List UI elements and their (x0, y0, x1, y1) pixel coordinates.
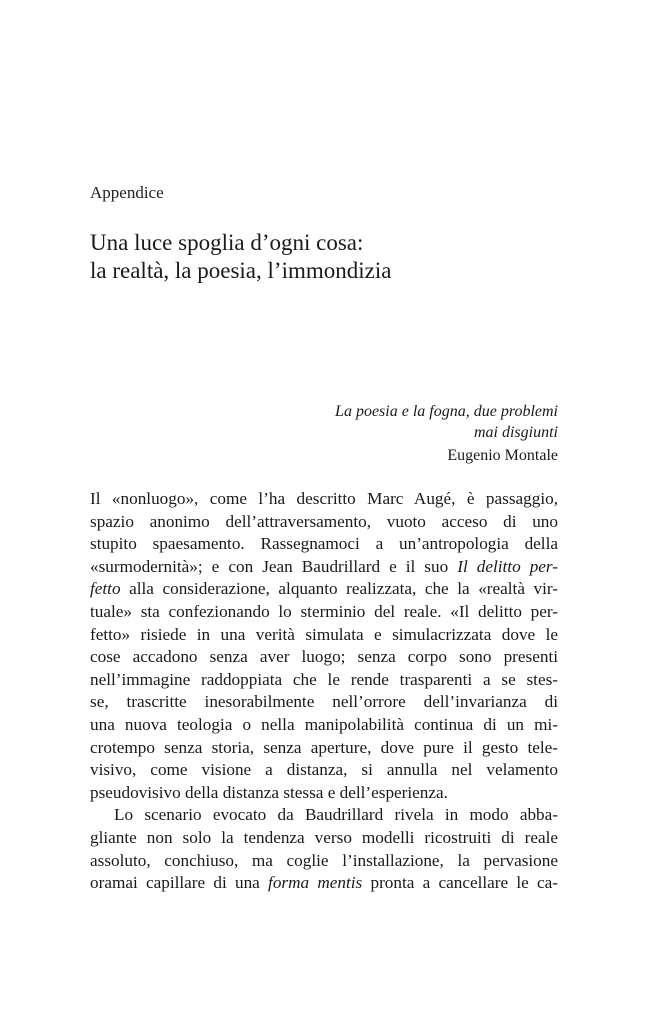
text-line: se, trascritte inesorabilmente nell’orrore dell’invarianza di (90, 692, 558, 712)
text-line: fetto» risiede in una verità simulata e simulacrizzata dove le (90, 624, 558, 644)
text-line (90, 578, 558, 601)
text-line: pseudovisivo della distanza stessa e dell’esperienza. (90, 782, 448, 802)
text-line: nell’immagine raddoppiata che le rende trasparenti a se stes- (90, 669, 558, 689)
text-line: cose accadono senza aver luogo; senza corpo sono presenti (90, 647, 558, 667)
text-line: gliante non solo la tendenza verso modelli ricostruiti di reale (90, 827, 558, 847)
text-line: visivo, come visione a distanza, si annulla nel velamento (90, 760, 558, 780)
chapter-title-line-1: Una luce spoglia d’ogni cosa: (90, 230, 364, 255)
text-run: oramai capillare di una (90, 873, 269, 893)
text-line (90, 872, 558, 895)
section-label: Appendice (90, 183, 164, 202)
text-run: alla considerazione, alquanto realizzata, che la «realtà vir- (120, 579, 558, 599)
text-line (90, 556, 558, 579)
text-line: assoluto, conchiuso, ma coglie l’installazione, la pervasione (90, 850, 558, 870)
text-line: Il «nonluogo», come l’ha descritto Marc Augé, è passaggio, (90, 489, 558, 508)
text-run: pronta a cancellare le ca- (362, 873, 559, 893)
book-title-italic: Il delitto per- (457, 556, 558, 576)
text-line: tuale» sta confezionando lo sterminio del reale. «Il delitto per- (90, 601, 558, 621)
text-line: crotempo senza storia, senza aperture, dove pure il gesto tele- (90, 737, 558, 757)
body-text (90, 488, 558, 895)
epigraph-line-2: mai disgiunti (473, 424, 558, 441)
epigraph-author: Eugenio Montale (447, 447, 558, 464)
chapter-title-line-2: la realtà, la poesia, l’immondizia (90, 258, 392, 283)
latin-phrase-italic: forma mentis (268, 873, 363, 893)
book-title-italic: fetto (90, 579, 121, 599)
text-line: una nuova teologia o nella manipolabilità continua di un mi- (90, 714, 558, 734)
text-line: Lo scenario evocato da Baudrillard rivela in modo abba- (114, 805, 558, 825)
chapter-title (90, 229, 558, 285)
epigraph-line-1: La poesia e la fogna, due problemi (335, 403, 558, 420)
text-line: stupito spaesamento. Rassegnamoci a un’antropologia della (90, 534, 558, 554)
text-line: spazio anonimo dell’attraversamento, vuoto acceso di uno (90, 511, 558, 531)
text-run: «surmodernità»; e con Jean Baudrillard e il suo (90, 556, 458, 576)
epigraph (335, 401, 558, 466)
